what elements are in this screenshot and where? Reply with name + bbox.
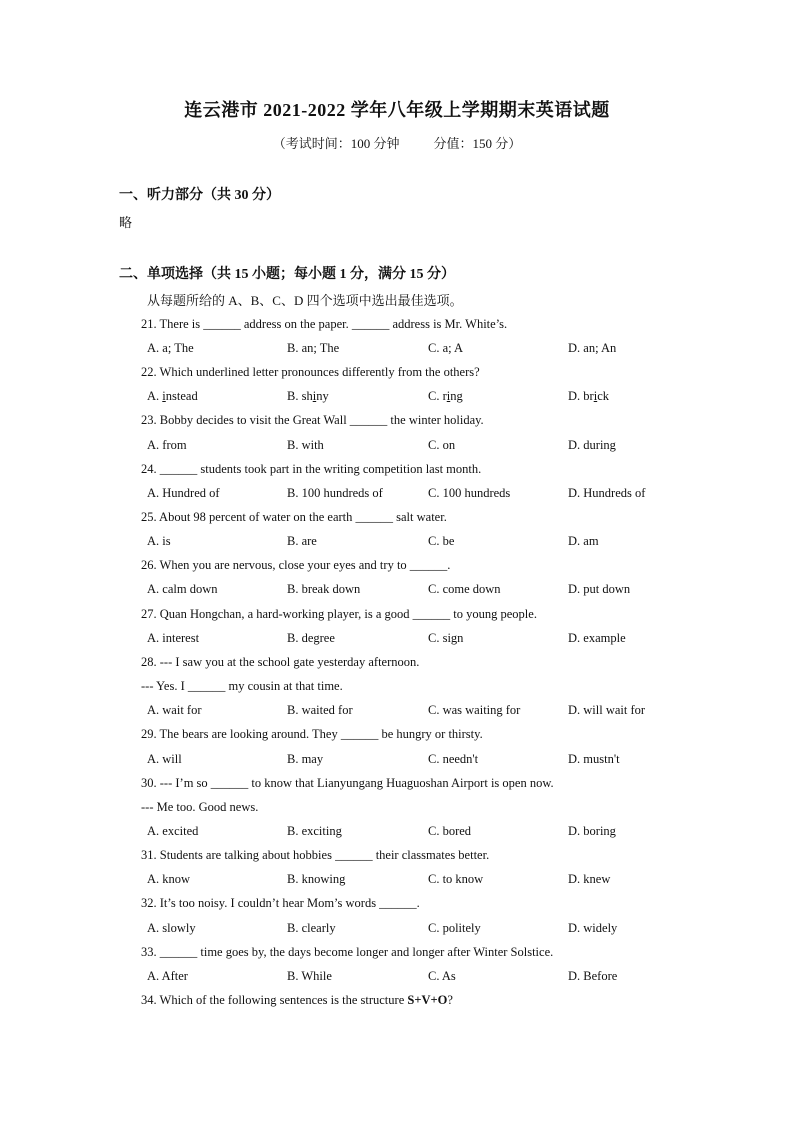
option-a[interactable]: A. slowly [147,921,196,935]
option-b[interactable]: B. may [287,752,324,766]
option-text: A. [147,389,163,403]
option-text: C. r [428,389,447,403]
option-text: nstead [165,389,198,403]
question-21: 21. There is ______ address on the paper. ______ address is Mr. White’s. [141,317,508,331]
question-31: 31. Students are talking about hobbies ______ their classmates better. [141,848,490,862]
exam-score: 分值：150 分） [433,136,522,151]
option-d[interactable]: D. an; An [568,341,617,355]
underlined-letter: i [593,389,598,403]
option-a[interactable]: A. from [147,438,187,452]
option-b[interactable]: B. are [287,534,317,548]
option-d[interactable]: D. will wait for [568,703,646,717]
options-25 [147,534,707,552]
option-text: ck [597,389,609,403]
option-c[interactable] [428,389,463,404]
question-32: 32. It’s too noisy. I couldn’t hear Mom’s words ______. [141,896,420,910]
exam-time: （考试时间：100 分钟 [272,136,400,151]
options-21 [147,341,707,359]
option-b[interactable]: B. an; The [287,341,340,355]
question-22: 22. Which underlined letter pronounces differently from the others? [141,365,480,379]
option-c[interactable]: C. As [428,969,456,983]
option-b[interactable]: B. degree [287,631,335,645]
option-a[interactable]: A. will [147,752,182,766]
option-a[interactable]: A. is [147,534,171,548]
question-29: 29. The bears are looking around. They ______ be hungry or thirsty. [141,727,483,741]
option-a[interactable]: A. know [147,872,191,886]
option-c[interactable]: C. to know [428,872,484,886]
question-27: 27. Quan Hongchan, a hard-working player, is a good ______ to young people. [141,607,537,621]
option-a[interactable]: A. After [147,969,188,983]
option-d[interactable]: D. during [568,438,616,452]
option-b[interactable]: B. clearly [287,921,336,935]
options-31 [147,872,707,890]
underlined-letter: i [446,389,451,403]
question-26: 26. When you are nervous, close your eyes and try to ______. [141,558,451,572]
question-25: 25. About 98 percent of water on the earth ______ salt water. [141,510,447,524]
question-text: 34. Which of the following sentences is the structure [141,993,405,1007]
options-29 [147,752,707,770]
option-d[interactable]: D. example [568,631,626,645]
option-d[interactable]: D. knew [568,872,611,886]
options-24 [147,486,707,504]
option-d[interactable] [568,389,609,404]
option-a[interactable]: A. interest [147,631,200,645]
option-a[interactable]: A. calm down [147,582,218,596]
underlined-letter: i [312,389,317,403]
option-c[interactable]: C. come down [428,582,501,596]
option-c[interactable]: C. politely [428,921,481,935]
options-28 [147,703,707,721]
options-32 [147,921,707,939]
section-heading-choice: 二、单项选择（共 15 小题；每小题 1 分，满分 15 分） [119,267,455,282]
option-b[interactable]: B. exciting [287,824,342,838]
option-b[interactable] [287,389,329,404]
options-23 [147,438,707,456]
option-b[interactable]: B. waited for [287,703,353,717]
options-33 [147,969,707,987]
option-c[interactable]: C. bored [428,824,472,838]
option-d[interactable]: D. Before [568,969,618,983]
question-33: 33. ______ time goes by, the days become longer and longer after Winter Solstice. [141,945,554,959]
question-28: 28. --- I saw you at the school gate yesterday afternoon. [141,655,420,669]
option-c[interactable]: C. needn't [428,752,479,766]
options-27 [147,631,707,649]
question-34 [141,993,453,1008]
question-mark: ? [447,993,453,1007]
option-c[interactable]: C. was waiting for [428,703,521,717]
section-instruction: 从每题所给的 A、B、C、D 四个选项中选出最佳选项。 [147,293,463,308]
option-text: D. br [568,389,594,403]
question-24: 24. ______ students took part in the writing competition last month. [141,462,482,476]
option-b[interactable]: B. knowing [287,872,346,886]
option-c[interactable]: C. sign [428,631,464,645]
option-c[interactable]: C. on [428,438,456,452]
option-c[interactable]: C. be [428,534,455,548]
question-30: 30. --- I’m so ______ to know that Lianyungang Huaguoshan Airport is open now. [141,776,554,790]
option-d[interactable]: D. am [568,534,599,548]
question-30-line2: --- Me too. Good news. [141,800,259,814]
option-text: ng [450,389,463,403]
option-d[interactable]: D. put down [568,582,631,596]
option-b[interactable]: B. with [287,438,324,452]
option-a[interactable]: A. excited [147,824,199,838]
page-title: 连云港市 2021-2022 学年八年级上学期期末英语试题 [184,100,610,120]
option-d[interactable]: D. widely [568,921,618,935]
option-c[interactable]: C. 100 hundreds [428,486,511,500]
exam-info [0,133,794,152]
option-a[interactable]: A. a; The [147,341,194,355]
underlined-letter: i [162,389,166,403]
listening-note: 略 [119,215,133,230]
option-b[interactable]: B. break down [287,582,361,596]
option-a[interactable]: A. wait for [147,703,202,717]
option-text: ny [316,389,329,403]
structure-formula: S+V+O [407,993,448,1007]
option-d[interactable]: D. mustn't [568,752,620,766]
option-text: B. sh [287,389,313,403]
option-d[interactable]: D. boring [568,824,616,838]
option-a[interactable]: A. Hundred of [147,486,220,500]
section-heading-listening: 一、听力部分（共 30 分） [119,188,280,203]
question-28-line2: --- Yes. I ______ my cousin at that time. [141,679,343,693]
option-b[interactable]: B. While [287,969,332,983]
option-b[interactable]: B. 100 hundreds of [287,486,383,500]
question-23: 23. Bobby decides to visit the Great Wall ______ the winter holiday. [141,413,484,427]
options-30 [147,824,707,842]
option-d[interactable]: D. Hundreds of [568,486,646,500]
options-22 [147,389,707,407]
options-26 [147,582,707,600]
option-a[interactable] [147,389,198,404]
option-c[interactable]: C. a; A [428,341,464,355]
